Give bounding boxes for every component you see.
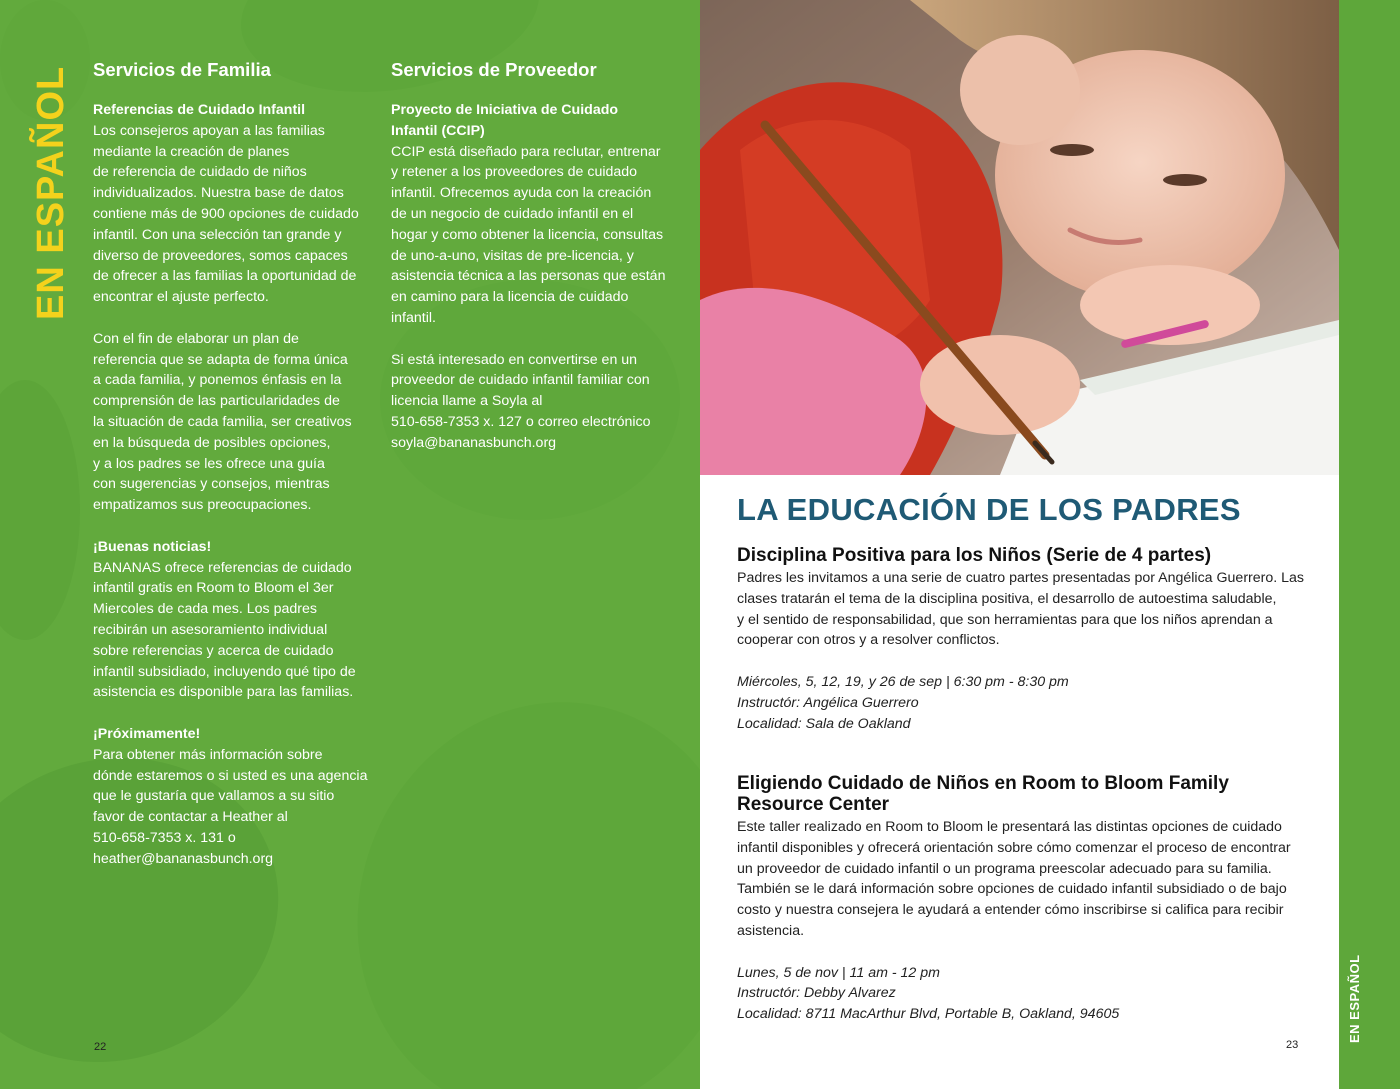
text-line: asistencia técnica a las personas que están bbox=[391, 268, 666, 285]
text-line: También se le dará información sobre opciones de cuidado infantil subsidiado o de bajo bbox=[737, 881, 1287, 898]
phone-number: 510-658-7353 x. 127 o correo electrónico bbox=[391, 413, 651, 430]
text-line: de referencia de cuidado de niños bbox=[93, 164, 307, 181]
event-instructor: Instructór: Debby Alvarez bbox=[737, 985, 896, 1002]
text-line: hogar y como obtener la licencia, consultas bbox=[391, 226, 664, 243]
text-line: Este taller realizado en Room to Bloom le presentará las distintas opciones de cuidado bbox=[737, 819, 1282, 835]
text-line: un proveedor de cuidado infantil o un programa preescolar adecuado para su familia. bbox=[737, 860, 1272, 877]
text-line: Para obtener más información sobre bbox=[93, 746, 323, 763]
text-line: diverso de proveedores, somos capaces bbox=[93, 247, 348, 264]
event-block bbox=[737, 773, 1317, 1025]
text-line: recibirán un asesoramiento individual bbox=[93, 621, 328, 638]
childcare-referrals-subheading: Referencias de Cuidado Infantil bbox=[93, 102, 306, 118]
text-line: y a los padres se les ofrece una guía bbox=[93, 455, 325, 472]
event-description bbox=[737, 568, 1317, 651]
text-line: Los consejeros apoyan a las familias bbox=[93, 122, 325, 139]
ccip-subheading bbox=[391, 100, 676, 142]
text-line: clases tratarán el tema de la disciplina positiva, el desarrollo de autoestima saludable, bbox=[737, 590, 1277, 607]
event-block bbox=[737, 545, 1317, 734]
text-line: con sugerencias y consejos, mientras bbox=[93, 476, 330, 493]
page-number: 23 bbox=[1286, 1039, 1299, 1051]
provider-services-column bbox=[391, 58, 676, 474]
section-tab-label: EN ESPAÑOL bbox=[30, 65, 72, 320]
event-description bbox=[737, 817, 1317, 942]
good-news-subheading: ¡Buenas noticias! bbox=[93, 538, 212, 555]
event-instructor: Instructór: Angélica Guerrero bbox=[737, 694, 919, 711]
email-address: soyla@bananasbunch.org bbox=[391, 434, 557, 451]
text-line: cooperar con otros y a resolver conflictos. bbox=[737, 632, 1000, 649]
provider-services-heading: Servicios de Proveedor bbox=[391, 59, 597, 80]
text-line: individualizados. Nuestra base de datos bbox=[93, 185, 344, 202]
side-tab-strip bbox=[1339, 0, 1400, 1089]
section-title: LA EDUCACIÓN DE LOS PADRES bbox=[737, 492, 1241, 527]
text-line: Miercoles de cada mes. Los padres bbox=[93, 601, 317, 618]
text-line: Con el fin de elaborar un plan de bbox=[93, 330, 299, 347]
text-line: que le gustaría que vallamos a su sitio bbox=[93, 788, 335, 805]
brush-stroke-decoration bbox=[0, 380, 80, 640]
text-line: proveedor de cuidado infantil familiar con bbox=[391, 372, 650, 389]
phone-number: 510-658-7353 x. 131 o bbox=[93, 829, 236, 846]
text-line: infantil gratis en Room to Bloom el 3er bbox=[93, 580, 334, 597]
text-line: a cada familia, y ponemos énfasis en la bbox=[93, 372, 342, 389]
provider-contact-paragraph bbox=[391, 350, 676, 454]
text-line: en camino para la licencia de cuidado bbox=[391, 289, 629, 306]
text-line: Proyecto de Iniciativa de Cuidado bbox=[391, 102, 619, 118]
text-line: BANANAS ofrece referencias de cuidado bbox=[93, 559, 352, 576]
text-line: y el sentido de responsabilidad, que son herramientas para que los niños aprendan a bbox=[737, 611, 1273, 628]
text-line: Eligiendo Cuidado de Niños en Room to Bloom Family bbox=[737, 773, 1229, 794]
text-line: y retener a los proveedores de cuidado bbox=[391, 164, 638, 181]
event-details bbox=[737, 672, 1317, 734]
text-line: infantil. bbox=[391, 309, 436, 326]
text-line: costo y nuestra consejera le ayudará a entender cómo inscribirse si califica para recibir bbox=[737, 902, 1284, 919]
text-line: Resource Center bbox=[737, 794, 890, 815]
text-line: la situación de cada familia, ser creativos bbox=[93, 413, 352, 430]
email-address: heather@bananasbunch.org bbox=[93, 850, 274, 867]
text-line: dónde estaremos o si usted es una agencia bbox=[93, 767, 368, 784]
text-line: infantil disponibles y ofrecerá orientación sobre cómo comenzar el proceso de encontrar bbox=[737, 839, 1291, 856]
text-line: sobre referencias y acerca de cuidado bbox=[93, 642, 334, 659]
referral-plan-paragraph bbox=[93, 329, 378, 516]
event-title bbox=[737, 545, 1317, 566]
event-date: Lunes, 5 de nov | 11 am - 12 pm bbox=[737, 964, 940, 981]
text-line: comprensión de las particularidades de bbox=[93, 393, 340, 410]
event-location: Localidad: 8711 MacArthur Blvd, Portable B, Oakland, 94605 bbox=[737, 1006, 1120, 1023]
good-news-paragraph bbox=[93, 558, 378, 704]
text-line: asistencia es disponible para las familias. bbox=[93, 684, 354, 701]
text-line: en la búsqueda de posibles opciones, bbox=[93, 434, 331, 451]
text-line: Infantil (CCIP) bbox=[391, 122, 485, 139]
coming-soon-subheading: ¡Próximamente! bbox=[93, 725, 201, 742]
text-line: de uno-a-uno, visitas de pre-licencia, y bbox=[391, 247, 634, 264]
coming-soon-paragraph bbox=[93, 745, 378, 870]
event-details bbox=[737, 963, 1317, 1025]
text-line: Padres les invitamos a una serie de cuatro partes presentadas por Angélica Guerrero. Las bbox=[737, 570, 1305, 586]
family-services-heading: Servicios de Familia bbox=[93, 59, 271, 80]
text-line: Disciplina Positiva para los Niños (Serie de 4 partes) bbox=[737, 545, 1212, 566]
child-drawing-photo bbox=[700, 0, 1339, 475]
text-line: favor de contactar a Heather al bbox=[93, 809, 288, 826]
text-line: referencia que se adapta de forma única bbox=[93, 351, 348, 368]
event-date: Miércoles, 5, 12, 19, y 26 de sep | 6:30 pm - 8:30 pm bbox=[737, 673, 1069, 690]
text-line: de ofrecer a las familias la oportunidad de bbox=[93, 268, 357, 285]
text-line: CCIP está diseñado para reclutar, entrenar bbox=[391, 143, 661, 160]
text-line: infantil. Con una selección tan grande y bbox=[93, 226, 342, 243]
event-location: Localidad: Sala de Oakland bbox=[737, 715, 911, 732]
childcare-referrals-paragraph bbox=[93, 121, 378, 308]
event-title bbox=[737, 773, 1317, 815]
text-line: de un negocio de cuidado infantil en el bbox=[391, 205, 634, 222]
text-line: Si está interesado en convertirse en un bbox=[391, 351, 638, 368]
text-line: mediante la creación de planes bbox=[93, 143, 290, 160]
text-line: infantil subsidiado, incluyendo qué tipo de bbox=[93, 663, 356, 680]
family-services-column bbox=[93, 58, 378, 890]
section-tab-label: EN ESPAÑOL bbox=[1347, 954, 1362, 1043]
page-number: 22 bbox=[94, 1041, 107, 1053]
text-line: encontrar el ajuste perfecto. bbox=[93, 289, 269, 306]
text-line: asistencia. bbox=[737, 922, 805, 939]
text-line: infantil. Ofrecemos ayuda con la creación bbox=[391, 185, 652, 202]
text-line: licencia llame a Soyla al bbox=[391, 393, 543, 410]
text-line: contiene más de 900 opciones de cuidado bbox=[93, 205, 359, 222]
ccip-paragraph bbox=[391, 142, 676, 329]
right-page bbox=[700, 0, 1339, 1089]
text-line: empatizamos sus preocupaciones. bbox=[93, 497, 312, 514]
